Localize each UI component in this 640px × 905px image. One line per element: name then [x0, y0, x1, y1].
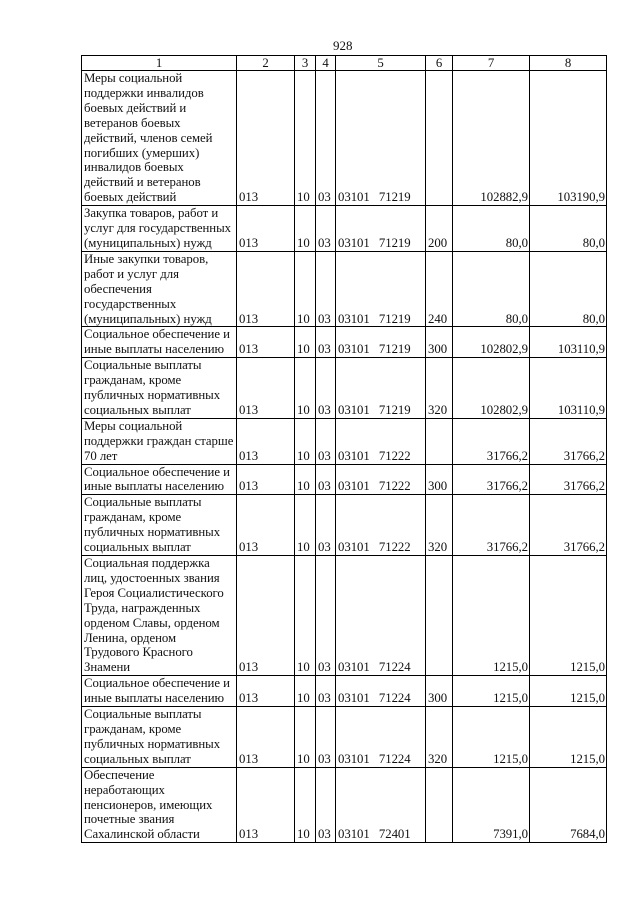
- cell-col-6: 320: [426, 707, 453, 768]
- description-line: Социальные выплаты: [84, 358, 202, 373]
- cell-col-4: 03: [316, 767, 336, 843]
- cell-col-4: 03: [316, 418, 336, 464]
- cell-col-4: 03: [316, 707, 336, 768]
- description-line: Меры социальной: [84, 71, 183, 85]
- cell-col-1: [82, 707, 237, 768]
- cell-col-1: [82, 358, 237, 419]
- cell-col-3: 10: [295, 495, 316, 556]
- table-row: [82, 767, 607, 843]
- description-line: гражданам, кроме: [84, 510, 182, 525]
- cell-col-7: 31766,2: [453, 418, 530, 464]
- cell-col-8: 7684,0: [530, 767, 607, 843]
- table-row: [82, 676, 607, 707]
- cell-col-7: 102802,9: [453, 327, 530, 358]
- cell-col-3: 10: [295, 251, 316, 327]
- cell-col-6: 300: [426, 676, 453, 707]
- description-line: поддержки граждан старше: [84, 433, 234, 448]
- cell-col-1: [82, 71, 237, 206]
- description-line: инвалидов боевых: [84, 160, 184, 175]
- cell-col-3: 10: [295, 767, 316, 843]
- cell-col-3: 10: [295, 464, 316, 495]
- cell-col-5: 03101 71222: [336, 418, 426, 464]
- cell-col-8: 103110,9: [530, 358, 607, 419]
- description-line: Социальная поддержка: [84, 556, 210, 570]
- cell-col-3: 10: [295, 358, 316, 419]
- description-line: Меры социальной: [84, 418, 183, 433]
- table-row: [82, 556, 607, 676]
- cell-col-8: 1215,0: [530, 556, 607, 676]
- cell-col-8: 31766,2: [530, 418, 607, 464]
- description-line: Социальные выплаты: [84, 707, 202, 722]
- cell-col-7: 1215,0: [453, 707, 530, 768]
- table-row: [82, 206, 607, 252]
- cell-col-7: 1215,0: [453, 556, 530, 676]
- cell-col-1: [82, 676, 237, 707]
- page-number: 928: [333, 38, 353, 53]
- description-line: социальных выплат: [84, 540, 191, 555]
- cell-col-5: 03101 71222: [336, 464, 426, 495]
- description-line: Трудового Красного: [84, 645, 193, 660]
- cell-col-6: [426, 71, 453, 206]
- cell-col-6: 200: [426, 206, 453, 252]
- description-line: Социальное обеспечение и: [84, 676, 230, 691]
- cell-col-8: 31766,2: [530, 464, 607, 495]
- description-line: публичных нормативных: [84, 736, 221, 751]
- description-line: социальных выплат: [84, 402, 191, 417]
- cell-col-2: 013: [237, 707, 295, 768]
- description-line: иные выплаты населению: [84, 691, 225, 706]
- cell-col-2: 013: [237, 464, 295, 495]
- cell-col-3: 10: [295, 327, 316, 358]
- cell-col-1: [82, 327, 237, 358]
- cell-col-2: 013: [237, 206, 295, 252]
- cell-col-7: 102882,9: [453, 71, 530, 206]
- cell-col-1: [82, 418, 237, 464]
- description-line: Социальное обеспечение и: [84, 327, 230, 342]
- budget-table: [81, 55, 607, 843]
- table-row: [82, 418, 607, 464]
- table-row: [82, 464, 607, 495]
- cell-col-2: 013: [237, 556, 295, 676]
- description-line: неработающих: [84, 782, 165, 797]
- cell-col-6: 300: [426, 327, 453, 358]
- cell-col-6: [426, 556, 453, 676]
- cell-col-5: 03101 72401: [336, 767, 426, 843]
- cell-col-6: 240: [426, 251, 453, 327]
- description-line: Ленина, орденом: [84, 630, 177, 645]
- cell-col-6: 300: [426, 464, 453, 495]
- description-line: социальных выплат: [84, 751, 191, 766]
- table-row: [82, 71, 607, 206]
- cell-col-7: 31766,2: [453, 464, 530, 495]
- cell-col-1: [82, 206, 237, 252]
- cell-col-6: [426, 418, 453, 464]
- cell-col-4: 03: [316, 495, 336, 556]
- description-line: иные выплаты населению: [84, 479, 225, 494]
- cell-col-2: 013: [237, 71, 295, 206]
- description-line: (муниципальных) нужд: [84, 235, 212, 250]
- cell-col-3: 10: [295, 707, 316, 768]
- description-line: услуг для государственных: [84, 221, 231, 236]
- cell-col-6: 320: [426, 495, 453, 556]
- header-col-3: 3: [295, 56, 316, 71]
- description-line: поддержки инвалидов: [84, 85, 204, 100]
- cell-col-2: 013: [237, 358, 295, 419]
- cell-col-3: 10: [295, 71, 316, 206]
- cell-col-6: 320: [426, 358, 453, 419]
- description-line: Обеспечение: [84, 767, 155, 782]
- cell-col-8: 1215,0: [530, 707, 607, 768]
- cell-col-7: 31766,2: [453, 495, 530, 556]
- table-row: [82, 358, 607, 419]
- cell-col-4: 03: [316, 358, 336, 419]
- header-col-8: 8: [530, 56, 607, 71]
- description-line: Знамени: [84, 660, 131, 675]
- description-line: Труда, награжденных: [84, 600, 201, 615]
- description-line: пенсионеров, имеющих: [84, 797, 213, 812]
- cell-col-2: 013: [237, 327, 295, 358]
- description-line: погибших (умерших): [84, 145, 200, 160]
- cell-col-6: [426, 767, 453, 843]
- description-line: орденом Славы, орденом: [84, 615, 220, 630]
- cell-col-5: 03101 71224: [336, 556, 426, 676]
- table-header: [82, 56, 607, 71]
- header-col-4: 4: [316, 56, 336, 71]
- cell-col-8: 103110,9: [530, 327, 607, 358]
- cell-col-8: 80,0: [530, 251, 607, 327]
- cell-col-3: 10: [295, 418, 316, 464]
- header-col-2: 2: [237, 56, 295, 71]
- description-line: гражданам, кроме: [84, 373, 182, 388]
- description-line: публичных нормативных: [84, 525, 221, 540]
- cell-col-3: 10: [295, 676, 316, 707]
- cell-col-7: 80,0: [453, 251, 530, 327]
- cell-col-5: 03101 71219: [336, 358, 426, 419]
- cell-col-2: 013: [237, 767, 295, 843]
- cell-col-3: 10: [295, 556, 316, 676]
- description-line: Социальные выплаты: [84, 495, 202, 510]
- cell-col-1: [82, 495, 237, 556]
- description-line: Иные закупки товаров,: [84, 251, 209, 266]
- cell-col-7: 80,0: [453, 206, 530, 252]
- description-line: публичных нормативных: [84, 388, 221, 403]
- table-body: [82, 71, 607, 843]
- cell-col-5: 03101 71219: [336, 327, 426, 358]
- cell-col-5: 03101 71219: [336, 251, 426, 327]
- cell-col-4: 03: [316, 327, 336, 358]
- description-line: лиц, удостоенных звания: [84, 570, 220, 585]
- cell-col-4: 03: [316, 676, 336, 707]
- cell-col-1: [82, 464, 237, 495]
- cell-col-5: 03101 71224: [336, 676, 426, 707]
- cell-col-7: 7391,0: [453, 767, 530, 843]
- description-line: ветеранов боевых: [84, 115, 181, 130]
- cell-col-2: 013: [237, 676, 295, 707]
- cell-col-8: 80,0: [530, 206, 607, 252]
- cell-col-1: [82, 556, 237, 676]
- cell-col-8: 1215,0: [530, 676, 607, 707]
- cell-col-5: 03101 71222: [336, 495, 426, 556]
- cell-col-8: 31766,2: [530, 495, 607, 556]
- description-line: боевых действий и: [84, 100, 187, 115]
- description-line: Социальное обеспечение и: [84, 464, 230, 479]
- header-col-7: 7: [453, 56, 530, 71]
- description-line: действий, членов семей: [84, 130, 213, 145]
- header-row: [82, 56, 607, 71]
- cell-col-5: 03101 71219: [336, 206, 426, 252]
- cell-col-4: 03: [316, 251, 336, 327]
- table-row: [82, 707, 607, 768]
- cell-col-4: 03: [316, 206, 336, 252]
- cell-col-4: 03: [316, 71, 336, 206]
- description-line: обеспечения: [84, 281, 152, 296]
- cell-col-3: 10: [295, 206, 316, 252]
- description-line: гражданам, кроме: [84, 721, 182, 736]
- cell-col-4: 03: [316, 556, 336, 676]
- cell-col-2: 013: [237, 251, 295, 327]
- header-col-1: 1: [82, 56, 237, 71]
- table-row: [82, 327, 607, 358]
- cell-col-4: 03: [316, 464, 336, 495]
- cell-col-1: [82, 767, 237, 843]
- cell-col-5: 03101 71219: [336, 71, 426, 206]
- cell-col-2: 013: [237, 418, 295, 464]
- cell-col-2: 013: [237, 495, 295, 556]
- header-col-6: 6: [426, 56, 453, 71]
- table-row: [82, 495, 607, 556]
- description-line: государственных: [84, 296, 177, 311]
- cell-col-7: 102802,9: [453, 358, 530, 419]
- description-line: Героя Социалистического: [84, 585, 224, 600]
- cell-col-5: 03101 71224: [336, 707, 426, 768]
- description-line: боевых действий: [84, 190, 177, 205]
- table-row: [82, 251, 607, 327]
- header-col-5: 5: [336, 56, 426, 71]
- description-line: Закупка товаров, работ и: [84, 206, 219, 221]
- description-line: Сахалинской области: [84, 827, 200, 842]
- description-line: (муниципальных) нужд: [84, 311, 212, 326]
- cell-col-1: [82, 251, 237, 327]
- description-line: 70 лет: [84, 448, 118, 463]
- description-line: работ и услуг для: [84, 266, 179, 281]
- cell-col-8: 103190,9: [530, 71, 607, 206]
- description-line: почетные звания: [84, 812, 175, 827]
- description-line: иные выплаты населению: [84, 342, 225, 357]
- cell-col-7: 1215,0: [453, 676, 530, 707]
- description-line: действий и ветеранов: [84, 175, 201, 190]
